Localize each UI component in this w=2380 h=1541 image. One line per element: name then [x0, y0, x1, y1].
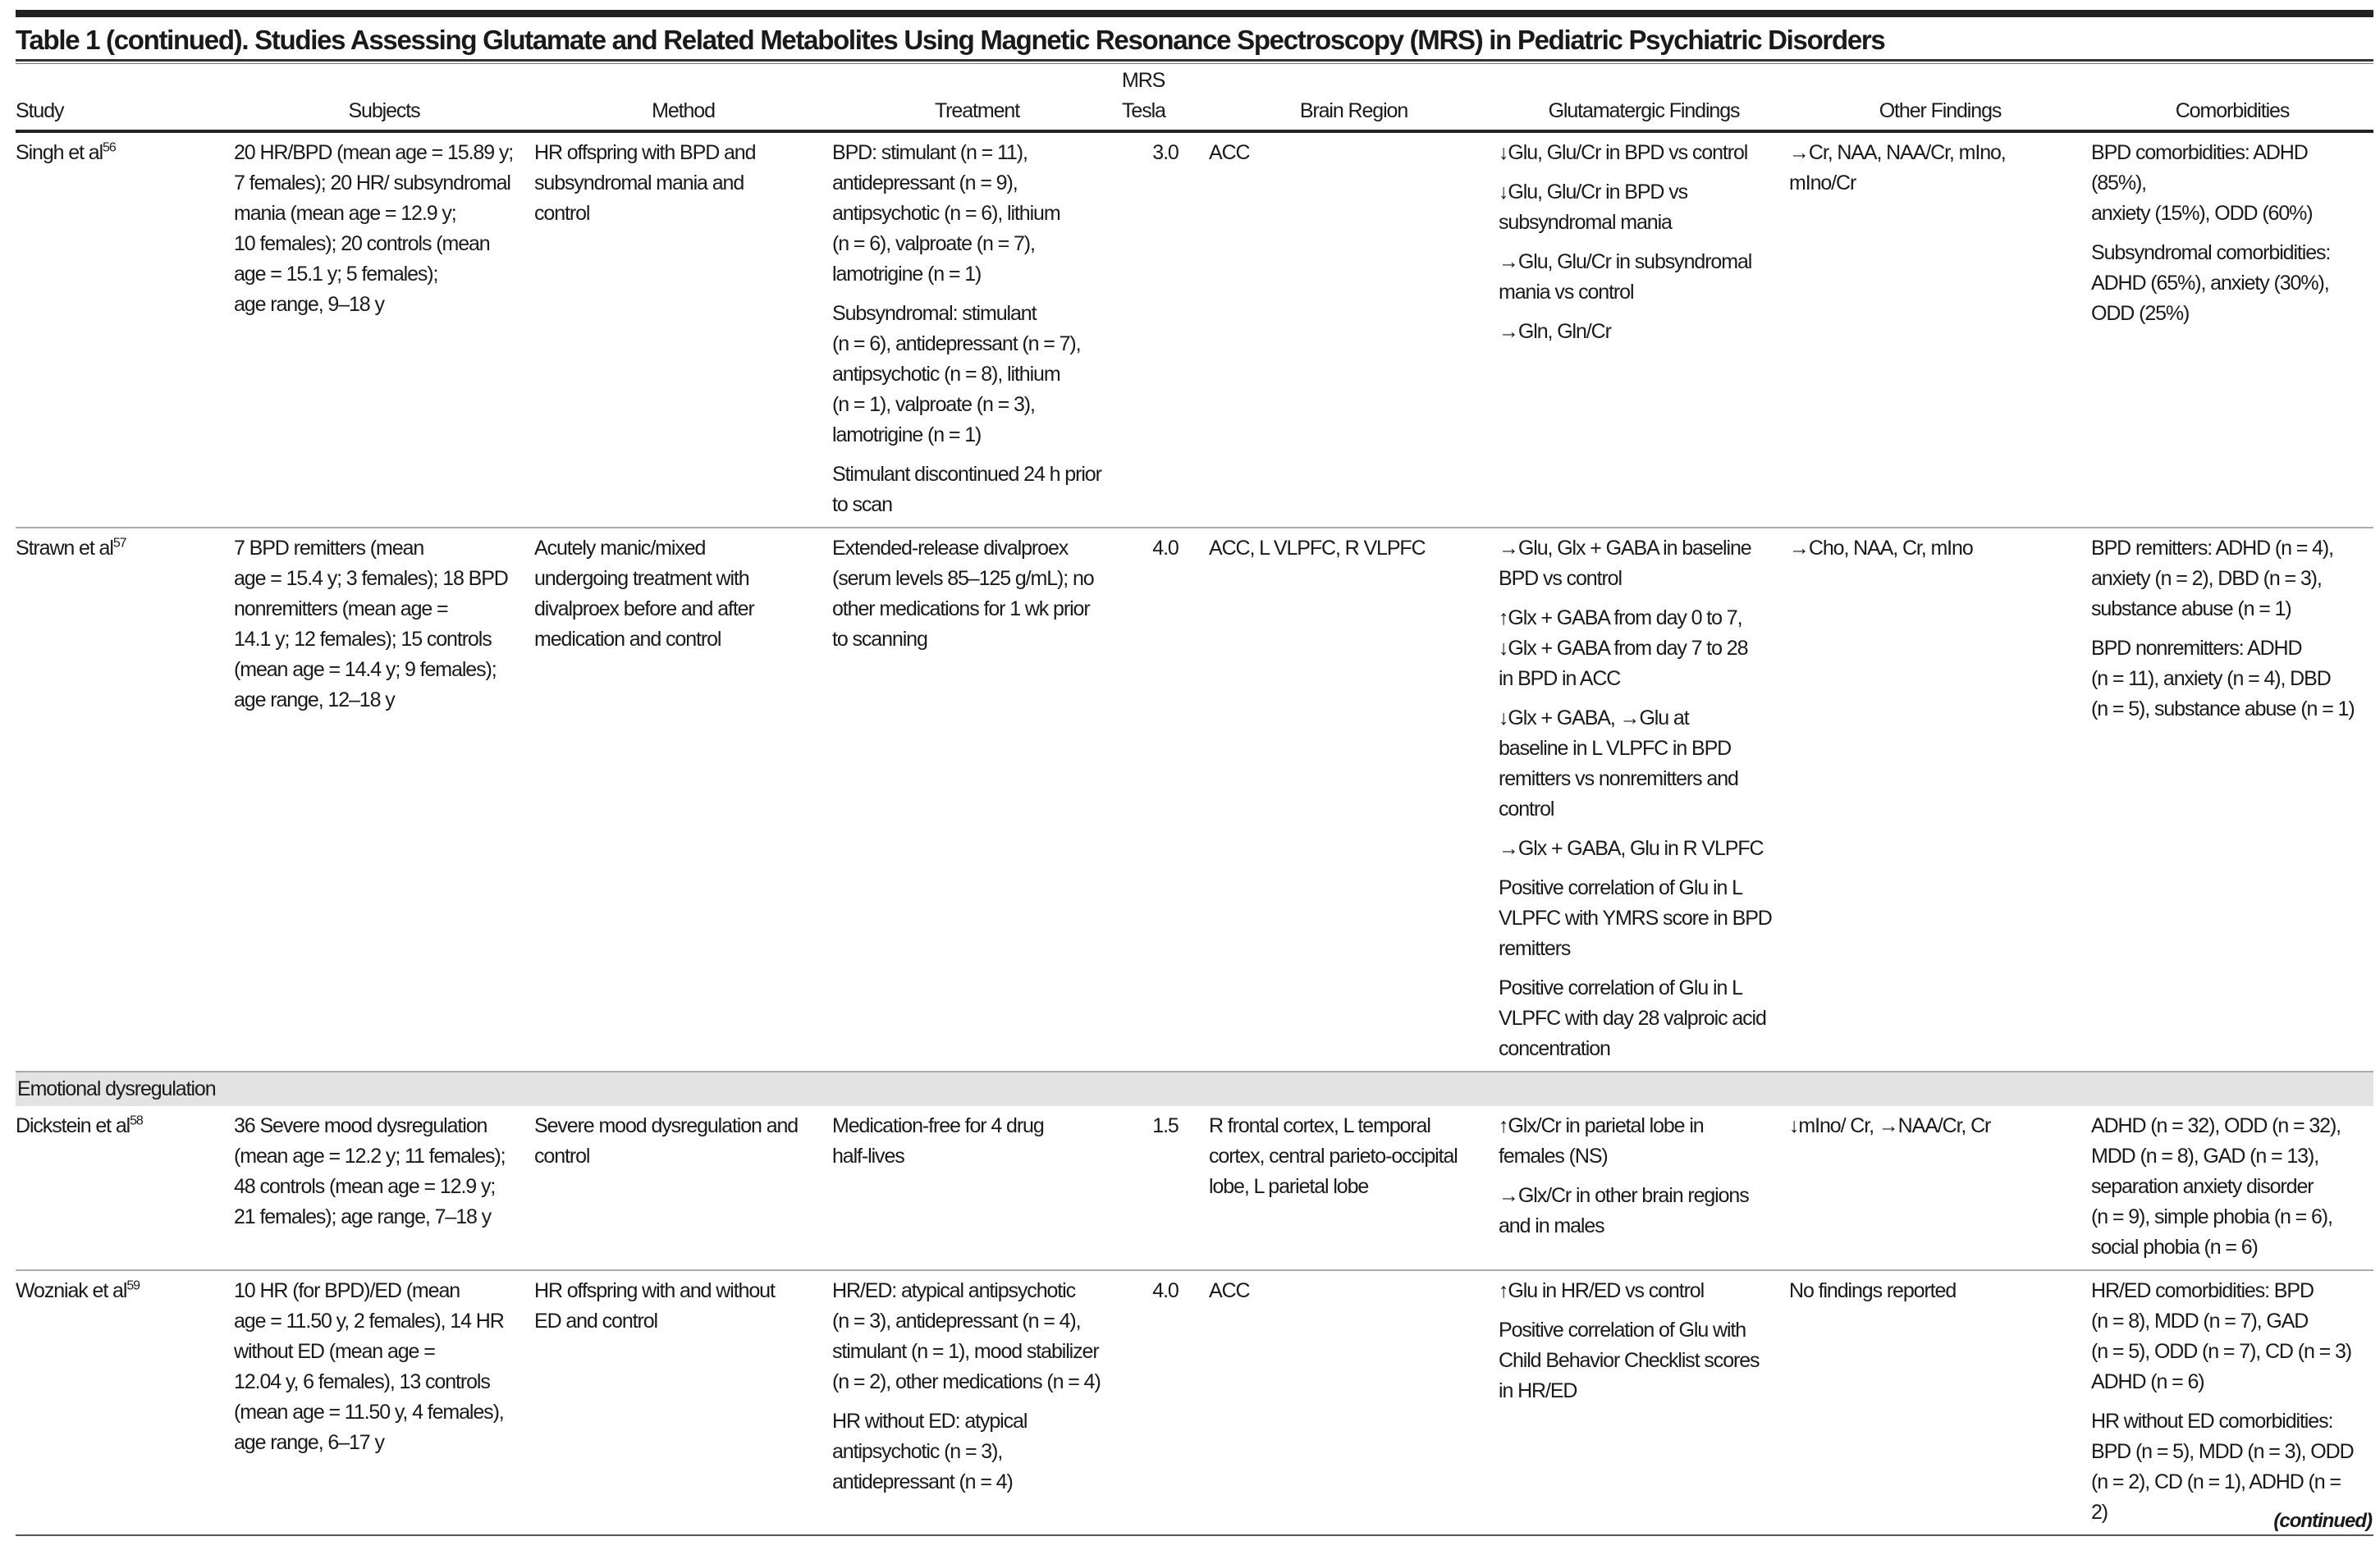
comorbidities-cell [2091, 131, 2373, 528]
cell-paragraph: HR offspring with and without ED and control [534, 1279, 775, 1333]
study-cell [16, 1106, 234, 1270]
cell-paragraph: →Glu, Glx + GABA in baseline BPD vs control [1499, 537, 1751, 590]
section-row [16, 1072, 2373, 1106]
header-method: Method [534, 66, 832, 131]
cell-paragraph: Subsyndromal: stimulant (n = 6), antidepressant (n = 7), antipsychotic (n = 8), lithium (n = 1), valproate (n = 3), lamotrigine (n = 1) [832, 302, 1081, 446]
cell-paragraph: →Gln, Gln/Cr [1499, 320, 1611, 343]
cell-paragraph: Acutely manic/mixed undergoing treatment with divalproex before and after medication and control [534, 537, 754, 651]
cell-paragraph: ADHD (n = 32), ODD (n = 32), MDD (n = 8), GAD (n = 13), separation anxiety disorder (n = 9), simple phobia (n = 6), social phobia (n = 6) [2091, 1114, 2341, 1259]
cell-paragraph: Stimulant discontinued 24 h prior to scan [832, 463, 1101, 516]
method-cell [534, 131, 832, 528]
cell-paragraph: ↓Glu, Glu/Cr in BPD vs control [1499, 141, 1748, 164]
header-other-findings: Other Findings [1789, 66, 2091, 131]
reference-number: 57 [112, 536, 126, 551]
cell-paragraph: ↑Glx + GABA from day 0 to 7, ↓Glx + GABA from day 7 to 28 in BPD in ACC [1499, 606, 1748, 690]
cell-paragraph: BPD nonremitters: ADHD (n = 11), anxiety (n = 4), DBD (n = 5), substance abuse (n = 1) [2091, 637, 2355, 720]
header-study: Study [16, 66, 234, 131]
other-findings-cell [1789, 1270, 2091, 1535]
cell-paragraph: 7 BPD remitters (mean age = 15.4 y; 3 females); 18 BPD nonremitters (mean age = 14.1 y; 12 females); 15 controls (mean age = 14.4 y; 9 females); age range, 12–18 y [234, 537, 508, 711]
cell-paragraph: ↑Glu in HR/ED vs control [1499, 1279, 1705, 1302]
header-comorbidities: Comorbidities [2091, 66, 2373, 131]
method-cell [534, 528, 832, 1072]
cell-paragraph: HR/ED: atypical antipsychotic (n = 3), antidepressant (n = 4), stimulant (n = 1), mood stabilizer (n = 2), other medications (n = 4) [832, 1279, 1101, 1393]
cell-paragraph: Positive correlation of Glu in L VLPFC with YMRS score in BPD remitters [1499, 876, 1772, 960]
study-name: Dickstein et al [16, 1114, 130, 1137]
cell-paragraph: BPD: stimulant (n = 11), antidepressant (n = 9), antipsychotic (n = 6), lithium (n = 6), valproate (n = 7), lamotrigine (n = 1) [832, 141, 1060, 286]
glutamatergic-findings-cell [1499, 1270, 1789, 1535]
cell-paragraph: →Glu, Glu/Cr in subsyndromal mania vs control [1499, 250, 1752, 304]
table-body [16, 131, 2373, 1535]
study-name: Singh et al [16, 141, 103, 164]
cell-paragraph: HR/ED comorbidities: BPD (n = 8), MDD (n = 7), GAD (n = 5), ODD (n = 7), CD (n = 3) ADHD (n = 6) [2091, 1279, 2351, 1393]
header-treatment: Treatment [832, 66, 1122, 131]
cell-paragraph: Subsyndromal comorbidities: ADHD (65%), anxiety (30%), ODD (25%) [2091, 241, 2331, 325]
cell-paragraph: Severe mood dysregulation and control [534, 1114, 799, 1168]
header-subjects: Subjects [234, 66, 534, 131]
cell-paragraph: BPD remitters: ADHD (n = 4), anxiety (n = 2), DBD (n = 3), substance abuse (n = 1) [2091, 537, 2333, 620]
glutamatergic-findings-cell [1499, 1106, 1789, 1270]
cell-paragraph: →Glx + GABA, Glu in R VLPFC [1499, 837, 1764, 860]
header-mrs-tesla: MRS Tesla [1122, 66, 1209, 131]
cell-paragraph: HR without ED comorbidities: BPD (n = 5), MDD (n = 3), ODD (n = 2), CD (n = 1), ADHD (n = 2) [2091, 1410, 2354, 1524]
other-findings-cell [1789, 131, 2091, 528]
comorbidities-cell [2091, 1270, 2373, 1535]
glutamatergic-findings-cell [1499, 528, 1789, 1072]
header-brain-region: Brain Region [1209, 66, 1499, 131]
treatment-cell [832, 1106, 1122, 1270]
study-name: Strawn et al [16, 537, 113, 560]
cell-paragraph: 36 Severe mood dysregulation (mean age = 12.2 y; 11 females); 48 controls (mean age = 12.9 y; 21 females); age range, 7–18 y [234, 1114, 506, 1228]
cell-paragraph: Positive correlation of Glu in L VLPFC with day 28 valproic acid concentration [1499, 976, 1766, 1060]
title-rule [16, 59, 2373, 64]
cell-paragraph: ↓Glu, Glu/Cr in BPD vs subsyndromal mania [1499, 181, 1688, 234]
other-findings-cell [1789, 528, 2091, 1072]
table-row [16, 1106, 2373, 1270]
top-rule [16, 10, 2373, 17]
cell-paragraph: 10 HR (for BPD)/ED (mean age = 11.50 y, 2 females), 14 HR without ED (mean age = 12.04 y, 6 females), 13 controls (mean age = 11.50 y, 4 females), age range, 6–17 y [234, 1279, 504, 1454]
brain-region-cell [1209, 1106, 1499, 1270]
cell-paragraph: Extended-release divalproex (serum levels 85–125 g/mL); no other medications for 1 wk prior to scanning [832, 537, 1094, 651]
continued-note: (continued) [2273, 1510, 2372, 1532]
brain-region-cell [1209, 1270, 1499, 1535]
other-findings-cell [1789, 1106, 2091, 1270]
study-cell [16, 131, 234, 528]
cell-paragraph: ACC [1209, 141, 1250, 164]
study-cell [16, 528, 234, 1072]
cell-paragraph: ↑Glx/Cr in parietal lobe in females (NS) [1499, 1114, 1704, 1168]
table-title: Table 1 (continued). Studies Assessing Glutamate and Related Metabolites Using Magnetic Resonance Spectroscopy (MRS) in Pediatric Psychiatric Disorders [16, 25, 1885, 55]
cell-paragraph: Medication-free for 4 drug half-lives [832, 1114, 1044, 1168]
mrs-tesla-cell: 4.0 [1122, 1270, 1209, 1535]
treatment-cell [832, 131, 1122, 528]
header-row [16, 66, 2373, 131]
cell-paragraph: →Cho, NAA, Cr, mIno [1789, 537, 1973, 560]
cell-paragraph: R frontal cortex, L temporal cortex, central parieto-occipital lobe, L parietal lobe [1209, 1114, 1458, 1198]
comorbidities-cell [2091, 1106, 2373, 1270]
reference-number: 58 [130, 1113, 143, 1128]
brain-region-cell [1209, 528, 1499, 1072]
cell-paragraph: ↓mIno/ Cr, →NAA/Cr, Cr [1789, 1114, 1991, 1137]
study-name: Wozniak et al [16, 1279, 127, 1302]
method-cell [534, 1106, 832, 1270]
glutamatergic-findings-cell [1499, 131, 1789, 528]
cell-paragraph: BPD comorbidities: ADHD (85%), anxiety (15%), ODD (60%) [2091, 141, 2313, 225]
cell-paragraph: No findings reported [1789, 1279, 1957, 1302]
method-cell [534, 1270, 832, 1535]
cell-paragraph: 20 HR/BPD (mean age = 15.89 y; 7 females); 20 HR/ subsyndromal mania (mean age = 12.9 y; 10 females); 20 controls (mean age = 15.1 y; 5 females); age range, 9–18 y [234, 141, 514, 316]
header-glutamatergic-findings: Glutamatergic Findings [1499, 66, 1789, 131]
treatment-cell [832, 528, 1122, 1072]
cell-paragraph: →Glx/Cr in other brain regions and in males [1499, 1184, 1749, 1237]
cell-paragraph: Positive correlation of Glu with Child Behavior Checklist scores in HR/ED [1499, 1319, 1760, 1402]
cell-paragraph: ACC, L VLPFC, R VLPFC [1209, 537, 1426, 560]
table-row [16, 1270, 2373, 1535]
table-row [16, 131, 2373, 528]
subjects-cell [234, 1270, 534, 1535]
brain-region-cell [1209, 131, 1499, 528]
section-label: Emotional dysregulation [16, 1072, 2373, 1106]
studies-table [16, 66, 2373, 1536]
mrs-tesla-cell: 3.0 [1122, 131, 1209, 528]
treatment-cell [832, 1270, 1122, 1535]
comorbidities-cell [2091, 528, 2373, 1072]
reference-number: 56 [103, 140, 116, 155]
cell-paragraph: ACC [1209, 1279, 1250, 1302]
cell-paragraph: →Cr, NAA, NAA/Cr, mIno, mIno/Cr [1789, 141, 2006, 194]
subjects-cell [234, 131, 534, 528]
study-cell [16, 1270, 234, 1535]
table-row [16, 528, 2373, 1072]
reference-number: 59 [126, 1278, 140, 1293]
cell-paragraph: HR offspring with BPD and subsyndromal mania and control [534, 141, 756, 225]
subjects-cell [234, 1106, 534, 1270]
mrs-tesla-cell: 4.0 [1122, 528, 1209, 1072]
subjects-cell [234, 528, 534, 1072]
mrs-tesla-cell: 1.5 [1122, 1106, 1209, 1270]
cell-paragraph: HR without ED: atypical antipsychotic (n = 3), antidepressant (n = 4) [832, 1410, 1028, 1493]
cell-paragraph: ↓Glx + GABA, →Glu at baseline in L VLPFC in BPD remitters vs nonremitters and control [1499, 706, 1738, 821]
